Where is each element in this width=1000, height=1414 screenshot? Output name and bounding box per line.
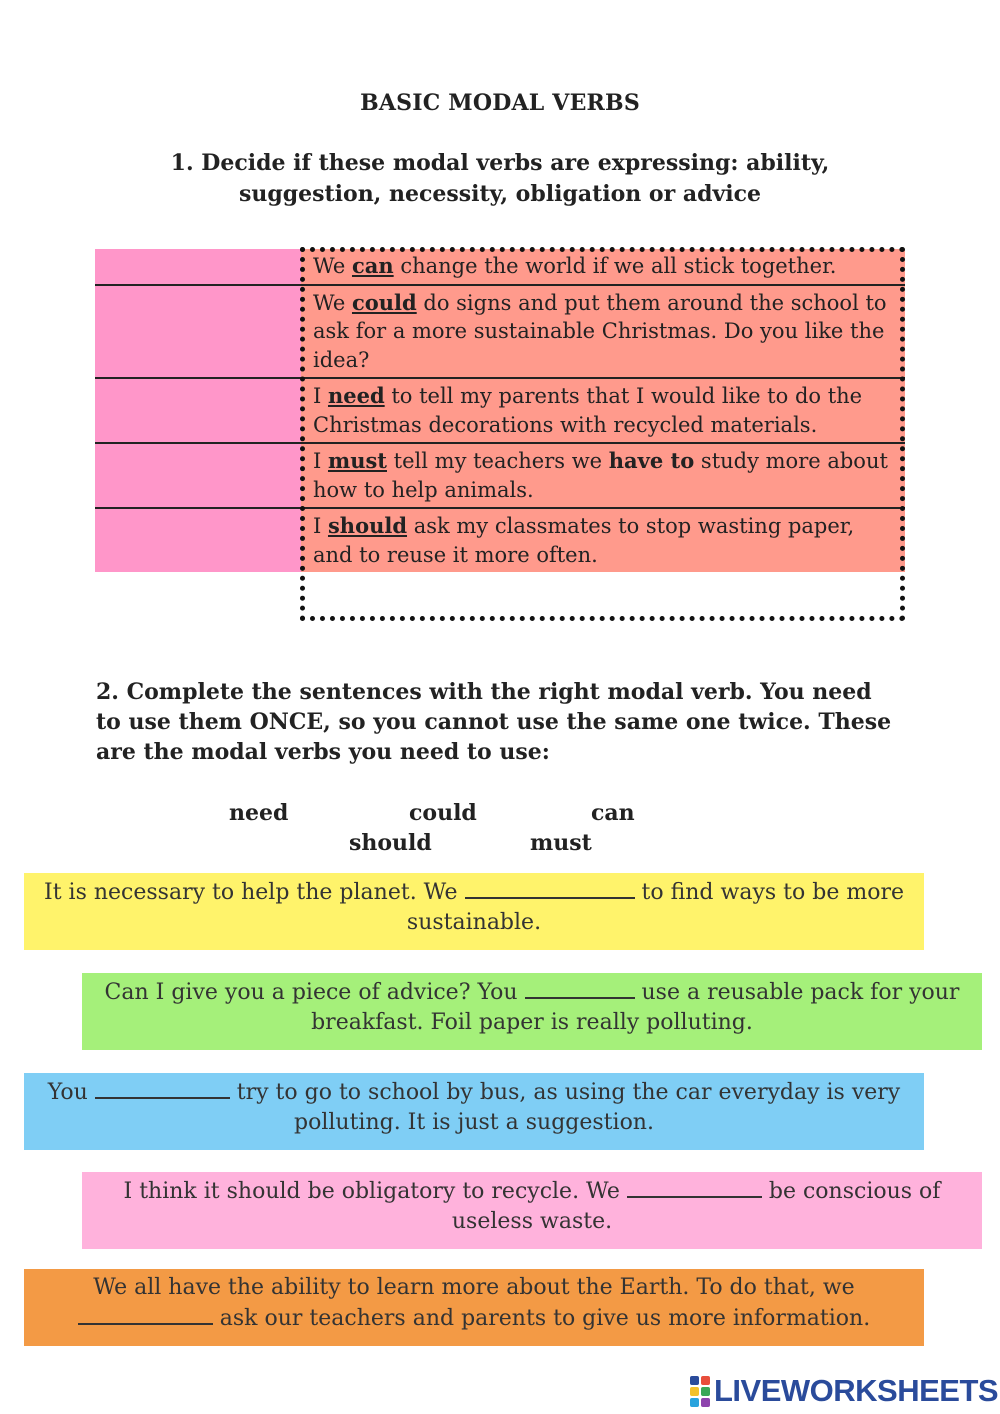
table-row [95, 509, 905, 572]
logo-text: LIVEWORKSHEETS [714, 1373, 999, 1408]
modal-verb: need [327, 383, 385, 408]
word-need: need [229, 800, 289, 826]
sentence-box-3: You try to go to school by bus, as using the car everyday is very polluting. It is just a suggestion. [24, 1073, 924, 1150]
answer-blank-2[interactable] [525, 977, 635, 999]
modal-verb: should [327, 513, 408, 538]
modal-verb: can [351, 253, 394, 278]
exercise2-instruction: 2. Complete the sentences with the right modal verb. You need to use them ONCE, so you cannot use the same one twice. These are the modal verbs you need to use: [96, 679, 892, 765]
table-row [95, 379, 905, 444]
sentence-box-4: I think it should be obligatory to recycle. We be conscious of useless waste. [82, 1172, 982, 1249]
modal-verb-2: have to [608, 448, 695, 473]
answer-blank-1[interactable] [465, 877, 635, 899]
answer-cell-5[interactable] [95, 509, 301, 572]
answer-cell-3[interactable] [95, 379, 301, 444]
answer-cell-2[interactable] [95, 286, 301, 380]
sentence-cell-3: I need to tell my parents that I would like to do the Christmas decorations with recycled materials. [301, 379, 905, 444]
sentence-cell-1: We can change the world if we all stick together. [301, 249, 905, 286]
word-must: must [530, 830, 592, 856]
sentence-box-5: We all have the ability to learn more about the Earth. To do that, we ask our teachers and parents to give us more information. [24, 1269, 924, 1346]
word-could: could [409, 800, 477, 826]
sentence-cell-5: I should ask my classmates to stop wasting paper, and to reuse it more often. [301, 509, 905, 572]
answer-blank-4[interactable] [627, 1176, 762, 1198]
sentence-cell-2: We could do signs and put them around the school to ask for a more sustainable Christmas. Do you like the idea? [301, 286, 905, 380]
word-should: should [349, 830, 432, 856]
answer-cell-1[interactable] [95, 249, 301, 286]
table-row [95, 286, 905, 380]
sentence-box-1: It is necessary to help the planet. We to find ways to be more sustainable. [24, 873, 924, 950]
logo-blocks-icon [690, 1376, 710, 1407]
sentence-cell-4: I must tell my teachers we have to study more about how to help animals. [301, 444, 905, 509]
modal-verb: must [327, 448, 387, 473]
exercise1-table [95, 249, 905, 572]
answer-cell-4[interactable] [95, 444, 301, 509]
liveworksheets-logo [690, 1373, 998, 1409]
exercise1-instruction: 1. Decide if these modal verbs are expressing: ability, suggestion, necessity, obligation or advice [170, 150, 830, 207]
answer-blank-3[interactable] [95, 1077, 230, 1099]
word-can: can [591, 800, 635, 826]
sentence-box-2: Can I give you a piece of advice? You use a reusable pack for your breakfast. Foil paper is really polluting. [82, 973, 982, 1050]
table-row [95, 249, 905, 286]
worksheet-title: BASIC MODAL VERBS [360, 90, 640, 116]
table-row [95, 444, 905, 509]
modal-verb: could [351, 289, 417, 315]
answer-blank-5[interactable] [78, 1303, 213, 1325]
